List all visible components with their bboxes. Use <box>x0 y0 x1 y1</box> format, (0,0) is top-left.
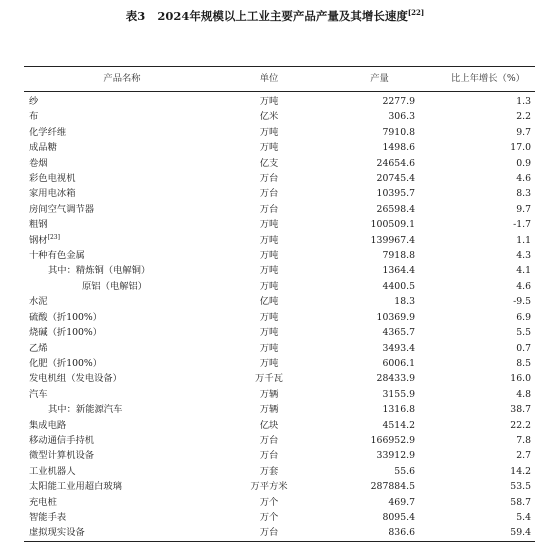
unit-cell: 万平方米 <box>250 481 288 493</box>
header-unit: 单位 <box>220 67 318 92</box>
table-row <box>24 525 535 541</box>
unit-cell: 亿吨 <box>259 296 279 308</box>
growth-cell: -1.7 <box>513 219 531 231</box>
product-name: 其中：精炼铜（电解铜） <box>48 265 151 277</box>
table-row <box>24 479 535 494</box>
output-cell: 10395.7 <box>376 188 415 200</box>
output-cell: 8095.4 <box>382 511 415 523</box>
growth-cell: 9.7 <box>516 126 531 138</box>
header-product-name: 产品名称 <box>24 67 220 92</box>
output-cell: 1498.6 <box>382 142 415 154</box>
unit-cell: 万吨 <box>259 327 279 339</box>
growth-cell: 22.2 <box>510 419 531 431</box>
output-cell: 3493.4 <box>382 342 415 354</box>
table-row <box>24 156 535 171</box>
product-name: 太阳能工业用超白玻璃 <box>29 481 122 493</box>
product-name: 乙烯 <box>29 342 48 354</box>
growth-cell: 16.0 <box>510 373 531 385</box>
output-cell: 7918.8 <box>382 250 415 262</box>
growth-cell: 9.7 <box>516 203 531 215</box>
table-title <box>0 8 550 24</box>
product-name: 粗钢 <box>29 219 48 231</box>
output-cell: 4514.2 <box>382 419 415 431</box>
table-row <box>24 202 535 217</box>
unit-cell: 亿块 <box>259 419 279 431</box>
product-name-cell <box>24 325 220 340</box>
table-row <box>24 495 535 510</box>
unit-cell: 万吨 <box>259 234 279 246</box>
table-number: 表3 <box>125 9 146 23</box>
table-row <box>24 186 535 201</box>
footnote-ref: [23] <box>47 233 60 241</box>
table-row <box>24 248 535 263</box>
product-name-cell <box>24 294 220 309</box>
growth-cell: 1.3 <box>516 96 531 107</box>
growth-cell: 6.9 <box>516 311 531 323</box>
unit-cell: 万吨 <box>259 250 279 262</box>
unit-cell: 万台 <box>259 188 279 200</box>
growth-cell: 4.3 <box>516 250 531 262</box>
unit-cell: 万套 <box>259 465 279 477</box>
unit-cell: 万台 <box>259 434 279 446</box>
unit-cell: 亿米 <box>259 111 279 123</box>
product-name: 房间空气调节器 <box>29 203 95 215</box>
product-name-cell <box>24 125 220 140</box>
product-name-cell <box>24 495 220 510</box>
unit-cell: 亿支 <box>259 157 279 169</box>
table-body <box>24 92 535 542</box>
table-row <box>24 387 535 402</box>
table-row <box>24 279 535 294</box>
product-name-cell <box>24 433 220 448</box>
output-cell: 10369.9 <box>376 311 415 323</box>
product-name-cell <box>24 279 220 294</box>
unit-cell: 万台 <box>259 173 279 185</box>
product-name: 成品糖 <box>29 142 57 154</box>
table-row <box>24 109 535 124</box>
product-name-cell <box>24 92 220 110</box>
unit-cell: 万千瓦 <box>255 373 283 385</box>
table-row <box>24 341 535 356</box>
header-output: 产量 <box>318 67 441 92</box>
table-row <box>24 171 535 186</box>
growth-cell: 0.9 <box>516 157 531 169</box>
growth-cell: 0.7 <box>516 342 531 354</box>
product-name-cell <box>24 418 220 433</box>
product-name: 水泥 <box>29 296 48 308</box>
header-growth: 比上年增长（%） <box>441 67 535 92</box>
growth-cell: 4.6 <box>516 280 531 292</box>
growth-cell: 58.7 <box>510 496 531 508</box>
table-row <box>24 402 535 417</box>
product-name: 化肥（折100%） <box>29 357 103 369</box>
table-row <box>24 140 535 155</box>
growth-cell: 2.7 <box>516 450 531 462</box>
product-name: 家用电冰箱 <box>29 188 76 200</box>
output-cell: 26598.4 <box>376 203 415 215</box>
table-row <box>24 433 535 448</box>
product-name-cell <box>24 263 220 278</box>
table-row <box>24 325 535 340</box>
table-row <box>24 448 535 463</box>
table-row <box>24 92 535 110</box>
growth-cell: 5.5 <box>516 327 531 339</box>
product-name-cell <box>24 156 220 171</box>
product-name: 钢材 <box>29 234 48 246</box>
growth-cell: 4.6 <box>516 173 531 185</box>
growth-cell: 14.2 <box>510 465 531 477</box>
unit-cell: 万台 <box>220 525 318 541</box>
growth-cell: 8.3 <box>516 188 531 200</box>
growth-cell: 5.4 <box>516 511 531 523</box>
growth-cell: 53.5 <box>510 481 531 493</box>
table-row <box>24 371 535 386</box>
product-name-cell <box>24 402 220 417</box>
unit-cell: 万辆 <box>259 404 279 416</box>
output-cell: 166952.9 <box>370 434 415 446</box>
product-name: 移动通信手持机 <box>29 434 95 446</box>
output-cell: 139967.4 <box>370 234 415 246</box>
product-name-cell <box>24 525 220 541</box>
product-name: 集成电路 <box>29 419 67 431</box>
product-name: 十种有色金属 <box>29 250 85 262</box>
growth-cell: 1.1 <box>516 234 531 246</box>
output-cell: 20745.4 <box>376 173 415 185</box>
product-name: 智能手表 <box>29 511 67 523</box>
table-row <box>24 294 535 309</box>
header-row <box>24 67 535 92</box>
table-row <box>24 217 535 232</box>
output-cell: 836.6 <box>318 525 441 541</box>
product-name-cell <box>24 479 220 494</box>
product-name: 发电机组（发电设备） <box>29 373 122 385</box>
table-row <box>24 233 535 248</box>
product-name-cell <box>24 109 220 124</box>
product-name-cell <box>24 202 220 217</box>
product-name: 烧碱（折100%） <box>29 327 103 339</box>
table-row <box>24 310 535 325</box>
growth-cell: -9.5 <box>513 296 531 308</box>
product-name-cell <box>24 464 220 479</box>
product-name: 彩色电视机 <box>29 173 76 185</box>
growth-cell: 2.2 <box>516 111 531 123</box>
table-row <box>24 464 535 479</box>
output-cell: 24654.6 <box>376 157 415 169</box>
output-cell: 6006.1 <box>382 357 415 369</box>
table-title-text: 2024年规模以上工业主要产品产量及其增长速度 <box>157 9 408 23</box>
output-cell: 3155.9 <box>382 388 415 400</box>
product-name-cell <box>24 248 220 263</box>
unit-cell: 万吨 <box>259 96 279 107</box>
product-name: 硫酸（折100%） <box>29 311 103 323</box>
growth-cell: 17.0 <box>510 142 531 154</box>
product-name-cell <box>24 233 220 248</box>
output-cell: 469.7 <box>388 496 415 508</box>
unit-cell: 万吨 <box>259 126 279 138</box>
output-cell: 55.6 <box>394 465 415 477</box>
product-name-cell <box>24 186 220 201</box>
product-name: 虚拟现实设备 <box>29 527 85 539</box>
product-name: 微型计算机设备 <box>29 450 95 462</box>
product-name: 其中：新能源汽车 <box>48 404 123 416</box>
title-footnote-ref: [22] <box>407 8 425 18</box>
table-row <box>24 125 535 140</box>
output-cell: 2277.9 <box>382 96 415 107</box>
output-cell: 7910.8 <box>382 126 415 138</box>
product-name: 工业机器人 <box>29 465 76 477</box>
output-cell: 28433.9 <box>376 373 415 385</box>
product-name: 汽车 <box>29 388 48 400</box>
growth-cell: 8.5 <box>516 357 531 369</box>
product-name-cell <box>24 448 220 463</box>
unit-cell: 万吨 <box>259 265 279 277</box>
product-name: 布 <box>29 111 39 123</box>
output-cell: 1364.4 <box>382 265 415 277</box>
product-name-cell <box>24 341 220 356</box>
output-cell: 33912.9 <box>376 450 415 462</box>
product-name: 化学纤维 <box>29 126 67 138</box>
output-cell: 1316.8 <box>382 404 415 416</box>
unit-cell: 万吨 <box>259 311 279 323</box>
growth-cell: 7.8 <box>516 434 531 446</box>
production-table <box>24 66 535 542</box>
product-name-cell <box>24 310 220 325</box>
product-name-cell <box>24 140 220 155</box>
output-cell: 4400.5 <box>382 280 415 292</box>
output-cell: 287884.5 <box>370 481 415 493</box>
growth-cell: 4.1 <box>516 265 531 277</box>
product-name: 纱 <box>29 96 39 107</box>
unit-cell: 万吨 <box>259 357 279 369</box>
product-name-cell <box>24 371 220 386</box>
unit-cell: 万吨 <box>259 342 279 354</box>
unit-cell: 万台 <box>259 203 279 215</box>
growth-cell: 38.7 <box>510 404 531 416</box>
unit-cell: 万吨 <box>259 142 279 154</box>
output-cell: 18.3 <box>394 296 415 308</box>
table-row <box>24 263 535 278</box>
product-name: 原铝（电解铝） <box>82 280 148 292</box>
output-cell: 306.3 <box>388 111 415 123</box>
product-name: 充电桩 <box>29 496 57 508</box>
unit-cell: 万台 <box>259 450 279 462</box>
unit-cell: 万个 <box>259 496 279 508</box>
output-cell: 4365.7 <box>382 327 415 339</box>
unit-cell: 万辆 <box>259 388 279 400</box>
growth-cell: 59.4 <box>441 525 535 541</box>
product-name-cell <box>24 217 220 232</box>
unit-cell: 万个 <box>259 511 279 523</box>
product-name-cell <box>24 387 220 402</box>
product-name-cell <box>24 356 220 371</box>
output-cell: 100509.1 <box>370 219 415 231</box>
table-row <box>24 418 535 433</box>
table-row <box>24 356 535 371</box>
product-name: 卷烟 <box>29 157 48 169</box>
unit-cell: 万吨 <box>259 280 279 292</box>
product-name-cell <box>24 171 220 186</box>
growth-cell: 4.8 <box>516 388 531 400</box>
table-row <box>24 510 535 525</box>
unit-cell: 万吨 <box>259 219 279 231</box>
product-name-cell <box>24 510 220 525</box>
